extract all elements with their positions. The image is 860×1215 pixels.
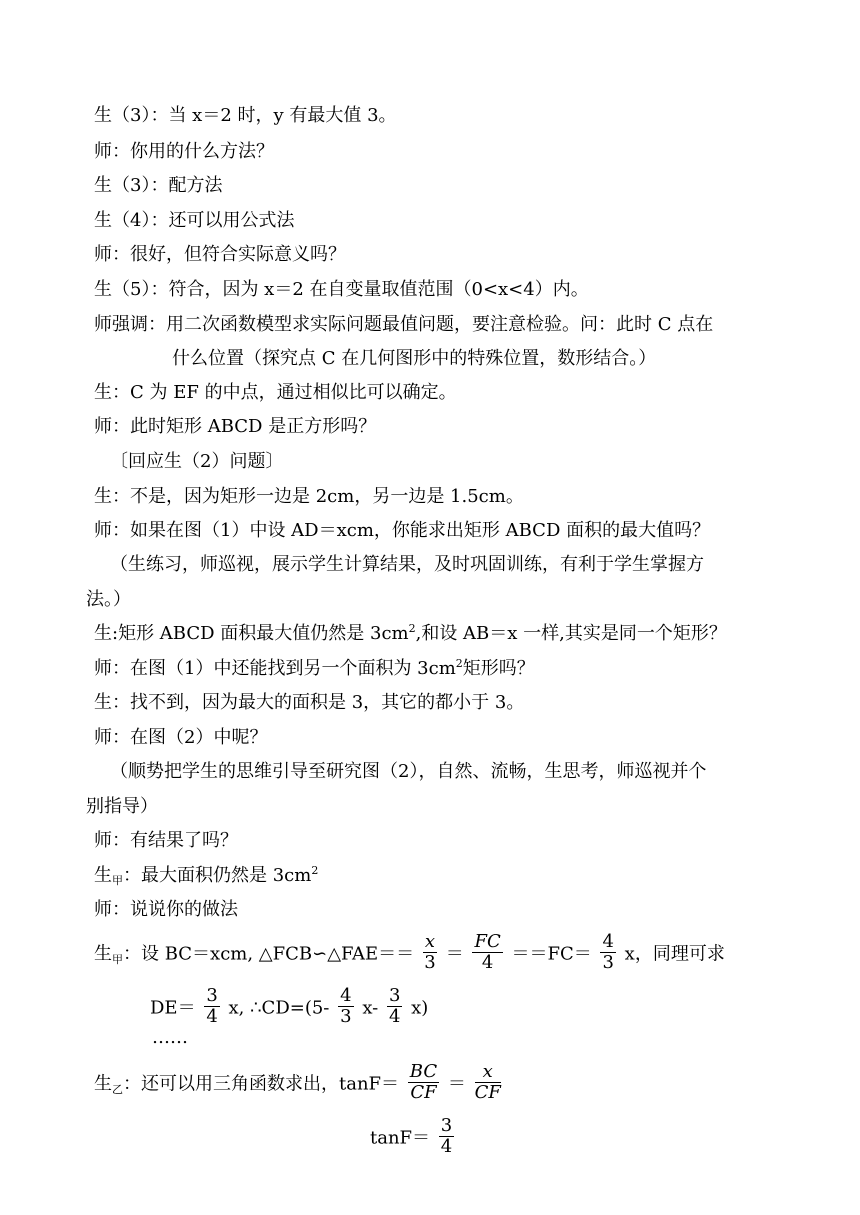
numerator: x bbox=[424, 931, 436, 952]
denominator: 3 bbox=[602, 952, 614, 973]
dialogue-line: 师：很好，但符合实际意义吗？ bbox=[94, 244, 346, 265]
dialogue-line: 师：此时矩形 ABCD 是正方形吗？ bbox=[94, 416, 377, 437]
dialogue-line: 生（3）：当 x＝2 时，y 有最大值 3。 bbox=[94, 105, 397, 126]
dialogue-line bbox=[94, 657, 535, 683]
dialogue-line: 法。） bbox=[86, 589, 131, 610]
fraction bbox=[423, 932, 437, 973]
dialogue-line: 师：在图（2）中呢？ bbox=[94, 727, 268, 748]
numerator: 4 bbox=[602, 931, 614, 952]
line-text: x，同理可求 bbox=[624, 943, 725, 965]
dialogue-line bbox=[94, 864, 318, 890]
dialogue-line: 师强调：用二次函数模型求实际问题最值问题，要注意检验。问：此时 C 点在 bbox=[94, 314, 714, 335]
speaker-subscript: 乙 bbox=[112, 1082, 123, 1096]
equals-sign: ＝ bbox=[447, 1073, 466, 1095]
fraction bbox=[338, 986, 353, 1027]
dialogue-line: 生：C 为 EF 的中点，通过相似比可以确定。 bbox=[94, 382, 457, 403]
denominator: CF bbox=[474, 1082, 501, 1103]
superscript: 2 bbox=[455, 657, 463, 670]
line-text: ：最大面积仍然是 3cm bbox=[123, 865, 312, 886]
speaker: 生 bbox=[94, 1073, 112, 1095]
line-text: 矩形吗？ bbox=[462, 658, 535, 679]
denominator: 4 bbox=[440, 1136, 453, 1157]
dialogue-line: 生（5）：符合，因为 x＝2 在自变量取值范围（0<x<4）内。 bbox=[94, 279, 589, 300]
line-text: 生:矩形 ABCD 面积最大值仍然是 3cm bbox=[94, 623, 409, 644]
dialogue-line: 师：说说你的做法 bbox=[94, 899, 238, 920]
equation-line bbox=[150, 985, 429, 1029]
fraction bbox=[439, 1116, 454, 1157]
superscript: 2 bbox=[311, 864, 319, 877]
dialogue-line: 生（4）：还可以用公式法 bbox=[94, 210, 295, 231]
numerator: 3 bbox=[388, 985, 401, 1006]
numerator: BC bbox=[409, 1061, 438, 1082]
superscript: 2 bbox=[408, 622, 416, 635]
denominator: 4 bbox=[481, 952, 494, 973]
numerator: FC bbox=[474, 931, 501, 952]
fraction bbox=[472, 932, 502, 973]
speaker-subscript: 甲 bbox=[112, 952, 123, 966]
dialogue-line bbox=[94, 622, 727, 648]
dialogue-line: 生：不是，因为矩形一边是 2cm，另一边是 1.5cm。 bbox=[94, 486, 524, 507]
line-text: 师：在图（1）中还能找到另一个面积为 3cm bbox=[94, 658, 456, 679]
dialogue-line: 师：如果在图（1）中设 AD＝xcm，你能求出矩形 ABCD 面积的最大值吗？ bbox=[94, 520, 711, 541]
fraction bbox=[475, 1062, 501, 1103]
line-text: tanF＝ bbox=[370, 1127, 431, 1149]
equation-line bbox=[94, 931, 725, 975]
dialogue-line: （顺势把学生的思维引导至研究图（2），自然、流畅，生思考，师巡视并个 bbox=[110, 761, 707, 782]
line-text: ,和设 AB＝x 一样,其实是同一个矩形？ bbox=[415, 623, 727, 644]
line-text: ：还可以用三角函数求出，tanF＝ bbox=[123, 1073, 400, 1095]
denominator: 4 bbox=[206, 1006, 218, 1027]
speaker-subscript: 甲 bbox=[112, 874, 123, 887]
numerator: x bbox=[475, 1062, 501, 1083]
equation-line bbox=[370, 1115, 457, 1159]
speaker: 生 bbox=[94, 943, 112, 965]
denominator: 3 bbox=[424, 952, 436, 973]
line-text: x- bbox=[362, 997, 379, 1019]
numerator: 4 bbox=[340, 985, 352, 1006]
line-text: x) bbox=[411, 997, 429, 1019]
fraction bbox=[204, 986, 219, 1027]
line-text: ：设 BC＝xcm, △FCB∽△FAE＝＝ bbox=[123, 943, 415, 965]
numerator: 3 bbox=[206, 985, 218, 1006]
dialogue-line: 生（3）：配方法 bbox=[94, 175, 223, 196]
dialogue-line: 师：你用的什么方法？ bbox=[94, 141, 274, 162]
denominator: 3 bbox=[340, 1006, 352, 1027]
dialogue-line: 别指导） bbox=[86, 796, 158, 817]
line-text: x, ∴CD=(5- bbox=[228, 997, 330, 1019]
line-text: ＝＝FC＝ bbox=[511, 943, 592, 965]
fraction bbox=[600, 932, 615, 973]
denominator: CF bbox=[410, 1082, 437, 1103]
speaker: 生 bbox=[94, 865, 112, 886]
dialogue-line: 生：找不到，因为最大的面积是 3，其它的都小于 3。 bbox=[94, 692, 525, 713]
fraction bbox=[408, 1062, 439, 1103]
equation-line bbox=[94, 1061, 504, 1105]
dialogue-line: 什么位置（探究点 C 在几何图形中的特殊位置，数形结合。） bbox=[172, 348, 657, 369]
dialogue-line: （生练习，师巡视，展示学生计算结果，及时巩固训练，有利于学生掌握方 bbox=[110, 554, 704, 575]
ellipsis: …… bbox=[152, 1027, 188, 1048]
equals-sign: ＝ bbox=[445, 943, 464, 965]
dialogue-line: 〔回应生（2）问题〕 bbox=[110, 451, 284, 472]
fraction bbox=[387, 986, 402, 1027]
numerator: 3 bbox=[440, 1115, 453, 1136]
line-text: DE＝ bbox=[150, 997, 196, 1019]
dialogue-line: 师：有结果了吗？ bbox=[94, 830, 238, 851]
denominator: 4 bbox=[388, 1006, 401, 1027]
